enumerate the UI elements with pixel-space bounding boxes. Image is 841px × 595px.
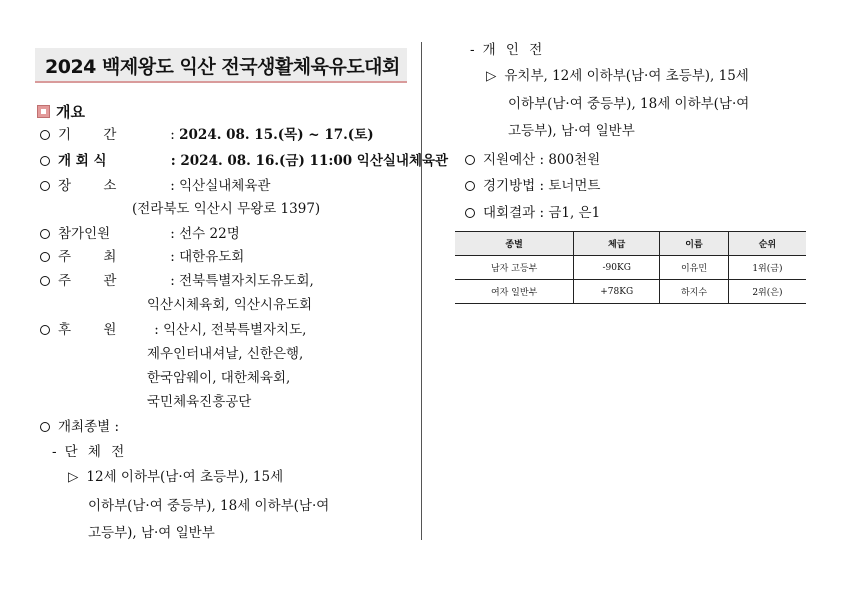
title-box [35, 48, 407, 83]
header-name: 이름 [660, 232, 729, 256]
organizer-row: 주 관 : 전북특별자치도유도회, [40, 272, 314, 290]
participants-row: 참가인원 : 선수 22명 [40, 225, 240, 243]
period-row: 기 간 : 2024. 08. 15.(목) ~ 17.(토) [40, 126, 374, 144]
triangle-bullet-icon: ▷ [486, 68, 497, 84]
individual-row: - 개 인 전 [470, 42, 543, 58]
individual-label: 개 인 전 [482, 42, 543, 58]
host-label: 주 최 [58, 249, 117, 265]
budget-label: 지원예산 [483, 152, 536, 168]
circle-bullet-icon [465, 181, 475, 191]
circle-bullet-icon [40, 156, 50, 166]
budget-value: 800천원 [548, 152, 601, 168]
cell-category: 여자 일반부 [455, 280, 574, 304]
team-line1 [68, 468, 283, 486]
sponsor-line4: 국민체육진흥공단 [147, 394, 252, 410]
participants-value: 선수 22명 [179, 226, 240, 242]
individual-line3: 고등부), 남·여 일반부 [508, 123, 635, 139]
circle-bullet-icon [40, 181, 50, 191]
method-label: 경기방법 [483, 178, 536, 194]
cell-rank: 1위(금) [728, 256, 806, 280]
square-bullet-icon [37, 105, 50, 118]
section-heading [37, 101, 85, 122]
cell-weight: -90KG [574, 256, 660, 280]
header-rank: 순위 [728, 232, 806, 256]
individual-line1 [486, 67, 749, 85]
venue-address: (전라북도 익산시 무왕로 1397) [132, 201, 321, 217]
host-value: 대한유도회 [179, 249, 245, 265]
cell-name: 하지수 [660, 280, 729, 304]
table-row [455, 256, 806, 280]
individual-text-1: 유치부, 12세 이하부(남·여 초등부), 15세 [504, 68, 749, 84]
team-label: 단 체 전 [64, 444, 125, 460]
cell-name: 이유민 [660, 256, 729, 280]
result-row: 대회결과 : 금1, 은1 [465, 204, 600, 222]
sponsor-value: 익산시, 전북특별자치도, [163, 322, 307, 338]
circle-bullet-icon [40, 130, 50, 140]
circle-bullet-icon [40, 229, 50, 239]
events-label: 개최종별 [58, 419, 111, 435]
sponsor-line3: 한국암웨이, 대한체육회, [147, 370, 291, 386]
circle-bullet-icon [40, 252, 50, 262]
venue-value: 익산실내체육관 [179, 178, 271, 194]
column-divider [421, 42, 422, 540]
circle-bullet-icon [40, 422, 50, 432]
team-line3: 고등부), 남·여 일반부 [88, 525, 215, 541]
cell-weight: +78KG [574, 280, 660, 304]
circle-bullet-icon [465, 155, 475, 165]
header-weight: 체급 [574, 232, 660, 256]
team-text-1: 12세 이하부(남·여 초등부), 15세 [86, 469, 284, 485]
method-row: 경기방법 : 토너먼트 [465, 177, 600, 195]
results-table [455, 231, 806, 304]
header-category: 종별 [455, 232, 574, 256]
method-value: 토너먼트 [548, 178, 601, 194]
section-title: 개요 [56, 103, 85, 121]
page-title: 2024 백제왕도 익산 전국생활체육유도대회 [45, 56, 400, 78]
budget-row: 지원예산 : 800천원 [465, 151, 600, 169]
sponsor-row: 후 원 : 익산시, 전북특별자치도, [40, 321, 306, 339]
organizer-label: 주 관 [58, 273, 117, 289]
opening-row: 개 회 식 : 2024. 08. 16.(금) 11:00 익산실내체육관 [40, 152, 448, 170]
host-row: 주 최 : 대한유도회 [40, 248, 244, 266]
cell-category: 남자 고등부 [455, 256, 574, 280]
participants-label: 참가인원 [58, 226, 111, 242]
table-row [455, 280, 806, 304]
table-header-row [455, 232, 806, 256]
sponsor-line2: 제우인터내셔날, 신한은행, [147, 346, 304, 362]
sponsor-label: 후 원 [58, 322, 117, 338]
individual-line2: 이하부(남·여 중등부), 18세 이하부(남·여 [508, 96, 750, 112]
team-row: - 단 체 전 [52, 444, 125, 460]
period-value: 2024. 08. 15.(목) ~ 17.(토) [179, 127, 374, 143]
opening-value: 2024. 08. 16.(금) 11:00 익산실내체육관 [180, 153, 449, 169]
circle-bullet-icon [40, 276, 50, 286]
triangle-bullet-icon: ▷ [68, 469, 79, 485]
result-value: 금1, 은1 [548, 205, 601, 221]
organizer-line2: 익산시체육회, 익산시유도회 [147, 297, 313, 313]
circle-bullet-icon [40, 325, 50, 335]
result-label: 대회결과 [483, 205, 536, 221]
cell-rank: 2위(은) [728, 280, 806, 304]
events-row: 개최종별 : [40, 418, 119, 436]
opening-label: 개 회 식 [58, 153, 107, 169]
venue-label: 장 소 [58, 178, 117, 194]
team-line2: 이하부(남·여 중등부), 18세 이하부(남·여 [88, 498, 330, 514]
organizer-value: 전북특별자치도유도회, [179, 273, 314, 289]
venue-row: 장 소 : 익산실내체육관 [40, 177, 270, 195]
period-label: 기 간 [58, 127, 117, 143]
circle-bullet-icon [465, 208, 475, 218]
